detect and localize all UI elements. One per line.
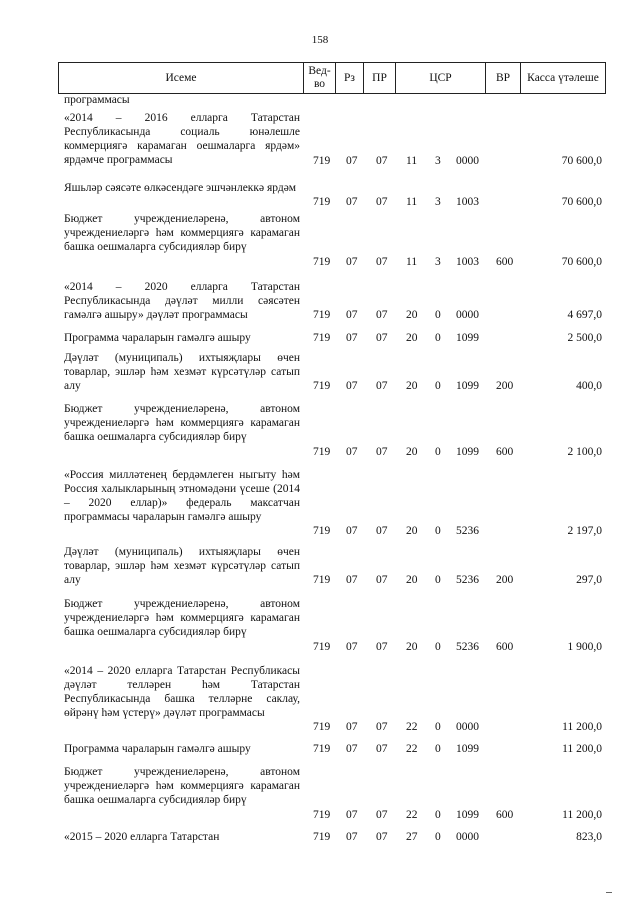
row-name: «Россия милләтенең бердәмлеген ныгыту һәм Россия халыкларының этномәдәни үсеше (2014 – 2020 еллар)» федераль максатчан программасы чараларын гамәлгә ашыру (64, 469, 300, 523)
table-header (58, 62, 606, 94)
cell-pr: 07 (376, 155, 388, 167)
cell-rz: 07 (346, 641, 358, 653)
cell-vr: 600 (496, 446, 514, 458)
cell-vedo: 719 (313, 641, 331, 653)
cell-c2: 0 (435, 743, 441, 755)
cell-c1: 22 (406, 809, 418, 821)
row-name: «2014 – 2020 елларга Татарстан Республикасында дәүләт милли сәясәтен гамәлгә ашыру» дәүләт программасы (64, 281, 300, 321)
cell-c2: 0 (435, 721, 441, 733)
cell-c3: 1003 (456, 196, 479, 208)
header-vr: ВР (486, 63, 521, 93)
table-row (58, 468, 606, 538)
cell-c2: 0 (435, 332, 441, 344)
cell-vedo: 719 (313, 743, 331, 755)
cell-c1: 20 (406, 641, 418, 653)
header-vedo: Вед-во (304, 63, 336, 93)
cell-c2: 0 (435, 831, 441, 843)
table-row (58, 664, 606, 734)
cell-c3: 5236 (456, 525, 479, 537)
cell-rz: 07 (346, 309, 358, 321)
cell-c2: 3 (435, 256, 441, 268)
cell-vr: 600 (496, 641, 514, 653)
table-row (58, 331, 606, 345)
cell-rz: 07 (346, 831, 358, 843)
cell-rz: 07 (346, 256, 358, 268)
cell-sum: 70 600,0 (561, 196, 602, 208)
row-name: Бюджет учреждениеләренә, автоном учреждениеләргә һәм коммерциягә карамаган башка оешмаларга субсидияләр бирү (64, 598, 300, 638)
cell-c3: 1099 (456, 809, 479, 821)
cell-c3: 0000 (456, 309, 479, 321)
page-mark (606, 892, 612, 893)
header-name: Исеме (59, 63, 304, 93)
cell-vedo: 719 (313, 809, 331, 821)
row-name: «2015 – 2020 елларга Татарстан (64, 831, 220, 843)
cell-pr: 07 (376, 641, 388, 653)
cell-c3: 0000 (456, 155, 479, 167)
cell-vedo: 719 (313, 525, 331, 537)
cell-vr: 200 (496, 380, 514, 392)
cell-rz: 07 (346, 721, 358, 733)
row-name: Яшьләр сәясәте өлкәсендәге эшчәнлеккә ярдәм (64, 182, 297, 194)
table-row (58, 545, 606, 587)
cell-sum: 70 600,0 (561, 256, 602, 268)
cell-sum: 2 100,0 (567, 446, 602, 458)
cell-sum: 11 200,0 (562, 809, 602, 821)
cell-sum: 11 200,0 (562, 721, 602, 733)
cell-c1: 20 (406, 574, 418, 586)
page-number: 158 (311, 34, 329, 46)
cell-vr: 200 (496, 574, 514, 586)
cell-sum: 70 600,0 (561, 155, 602, 167)
cell-c1: 11 (406, 196, 418, 208)
cell-c2: 0 (435, 574, 441, 586)
cell-c1: 20 (406, 446, 418, 458)
cell-c1: 27 (406, 831, 418, 843)
cell-c2: 3 (435, 155, 441, 167)
cell-vedo: 719 (313, 721, 331, 733)
cell-pr: 07 (376, 446, 388, 458)
cell-pr: 07 (376, 743, 388, 755)
header-kassa: Касса үтәлеше (527, 71, 599, 84)
cell-vedo: 719 (313, 332, 331, 344)
header-rz: Рз (336, 63, 364, 93)
cell-sum: 823,0 (576, 831, 602, 843)
cell-sum: 4 697,0 (567, 309, 602, 321)
cell-pr: 07 (376, 309, 388, 321)
cell-sum: 1 900,0 (567, 641, 602, 653)
cell-vedo: 719 (313, 831, 331, 843)
row-name: программасы (64, 94, 130, 106)
table-row (58, 597, 606, 654)
cell-vedo: 719 (313, 446, 331, 458)
cell-vedo: 719 (313, 155, 331, 167)
row-name: «2014 – 2016 елларга Татарстан Республикасында социаль юнәлешле коммерциягә карамаган оешмаларга ярдәм» ярдәмче программасы (64, 112, 300, 166)
cell-c1: 20 (406, 332, 418, 344)
cell-c2: 0 (435, 309, 441, 321)
table-row (58, 280, 606, 322)
cell-rz: 07 (346, 446, 358, 458)
cell-pr: 07 (376, 721, 388, 733)
table-row (58, 402, 606, 459)
row-name: Программа чараларын гамәлгә ашыру (64, 332, 251, 344)
cell-vr: 600 (496, 809, 514, 821)
cell-c3: 0000 (456, 831, 479, 843)
cell-pr: 07 (376, 196, 388, 208)
cell-c1: 20 (406, 380, 418, 392)
cell-sum: 2 197,0 (567, 525, 602, 537)
table-row (58, 830, 606, 844)
row-name: Программа чараларын гамәлгә ашыру (64, 743, 251, 755)
row-name: Бюджет учреждениеләренә, автоном учреждениеләргә һәм коммерциягә карамаган башка оешмаларга субсидияләр бирү (64, 403, 300, 443)
cell-c3: 5236 (456, 574, 479, 586)
cell-pr: 07 (376, 380, 388, 392)
header-csr: ЦСР (396, 63, 486, 93)
cell-c3: 5236 (456, 641, 479, 653)
cell-c2: 0 (435, 380, 441, 392)
table-row (58, 742, 606, 756)
cell-sum: 400,0 (576, 380, 602, 392)
cell-sum: 2 500,0 (567, 332, 602, 344)
table-row (58, 111, 606, 168)
cell-rz: 07 (346, 332, 358, 344)
cell-c2: 0 (435, 446, 441, 458)
cell-pr: 07 (376, 831, 388, 843)
row-name: Дәүләт (муниципаль) ихтыяҗлары өчен товарлар, эшләр һәм хезмәт күрсәтүләр сатып алу (64, 352, 300, 392)
row-name: Бюджет учреждениеләренә, автоном учреждениеләргә һәм коммерциягә карамаган башка оешмаларга субсидияләр бирү (64, 213, 300, 253)
cell-c1: 22 (406, 743, 418, 755)
cell-sum: 297,0 (576, 574, 602, 586)
row-name: Дәүләт (муниципаль) ихтыяҗлары өчен товарлар, эшләр һәм хезмәт күрсәтүләр сатып алу (64, 546, 300, 586)
cell-c2: 0 (435, 809, 441, 821)
row-name: Бюджет учреждениеләренә, автоном учреждениеләргә һәм коммерциягә карамаган башка оешмаларга субсидияләр бирү (64, 766, 300, 806)
row-name: «2014 – 2020 елларга Татарстан Республикасы дәүләт телләрен һәм Татарстан Республикасында башка телләрне саклау, өйрәнү һәм үстерү» дәүләт программасы (64, 665, 300, 719)
cell-rz: 07 (346, 574, 358, 586)
cell-c2: 0 (435, 641, 441, 653)
table-row (58, 351, 606, 393)
cell-rz: 07 (346, 743, 358, 755)
cell-vedo: 719 (313, 256, 331, 268)
cell-c3: 1003 (456, 256, 479, 268)
cell-pr: 07 (376, 332, 388, 344)
cell-rz: 07 (346, 196, 358, 208)
table-row (58, 181, 606, 209)
cell-c3: 1099 (456, 380, 479, 392)
cell-c3: 0000 (456, 721, 479, 733)
cell-c3: 1099 (456, 446, 479, 458)
cell-c1: 11 (406, 155, 418, 167)
cell-sum: 11 200,0 (562, 743, 602, 755)
cell-rz: 07 (346, 380, 358, 392)
cell-rz: 07 (346, 809, 358, 821)
cell-pr: 07 (376, 574, 388, 586)
table-row (58, 765, 606, 822)
cell-rz: 07 (346, 525, 358, 537)
cell-c1: 11 (406, 256, 418, 268)
cell-pr: 07 (376, 809, 388, 821)
cell-rz: 07 (346, 155, 358, 167)
cell-c2: 0 (435, 525, 441, 537)
cell-c3: 1099 (456, 743, 479, 755)
cell-vedo: 719 (313, 309, 331, 321)
table-row (58, 212, 606, 269)
cell-pr: 07 (376, 525, 388, 537)
cell-c1: 22 (406, 721, 418, 733)
cell-pr: 07 (376, 256, 388, 268)
cell-c1: 20 (406, 309, 418, 321)
table-row (58, 93, 606, 107)
cell-c2: 3 (435, 196, 441, 208)
cell-vr: 600 (496, 256, 514, 268)
cell-c1: 20 (406, 525, 418, 537)
header-pr: ПР (364, 63, 396, 93)
cell-vedo: 719 (313, 380, 331, 392)
cell-c3: 1099 (456, 332, 479, 344)
cell-vedo: 719 (313, 574, 331, 586)
cell-vedo: 719 (313, 196, 331, 208)
